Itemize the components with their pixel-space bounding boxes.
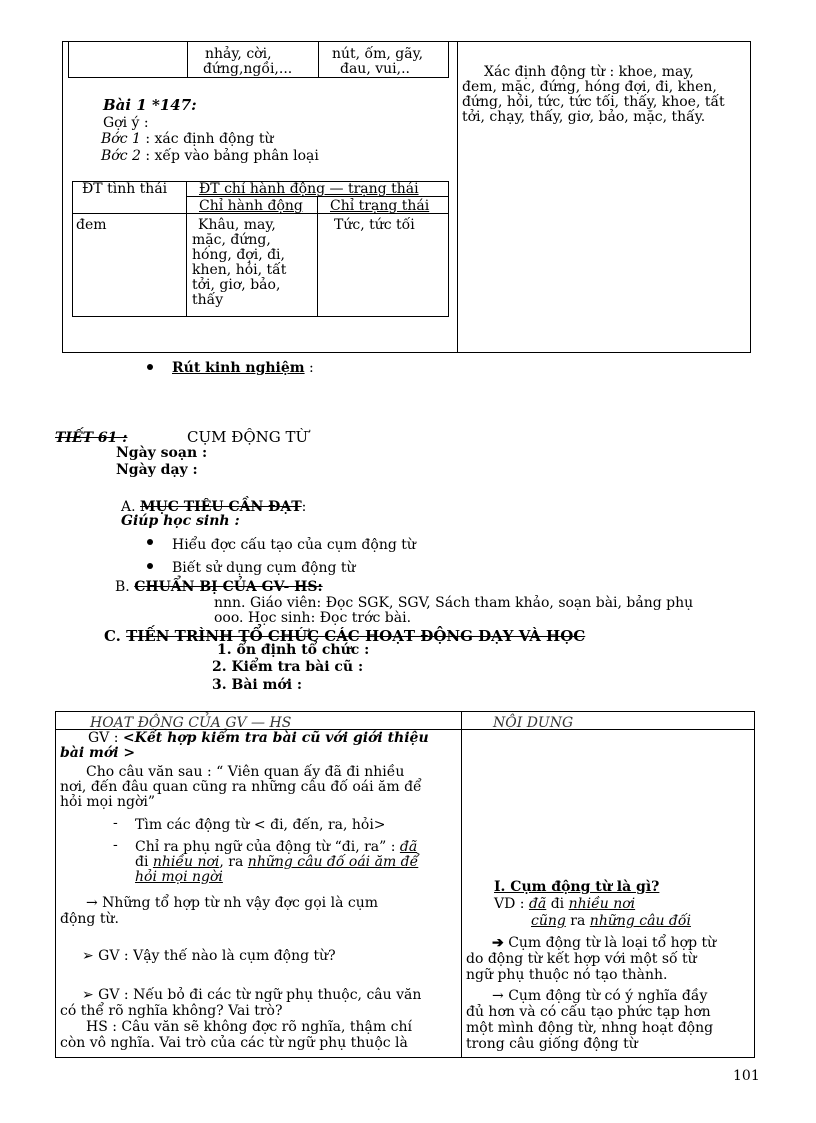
conclusion-line2: động từ. bbox=[60, 911, 119, 927]
student-answer-line2: còn vô nghĩa. Vai trò của các từ ngữ phụ thuộc là bbox=[60, 1035, 408, 1051]
meaning-line1: → Cụm động từ có ý nghĩa đầy bbox=[492, 988, 708, 1004]
task-complements-line1: Chỉ ra phụ ngữ của động từ “đi, ra” : đã bbox=[135, 839, 418, 855]
section-b-line2: ooo. Học sinh: Đọc trớc bài. bbox=[214, 610, 412, 626]
dash-icon: - bbox=[113, 815, 118, 831]
definition-line1: ➔ Cụm động từ là loại tổ hợp từ bbox=[492, 935, 717, 951]
question-role-line1: ➢ GV : Nếu bỏ đi các từ ngữ phụ thuộc, câu văn bbox=[82, 987, 422, 1003]
activity-column-divider bbox=[461, 711, 462, 1058]
experience-heading: Rút kinh nghiệm : bbox=[172, 360, 314, 376]
arrow-right-icon: → bbox=[492, 988, 504, 1004]
goal-1: Hiểu đợc cấu tạo của cụm động từ bbox=[172, 537, 416, 553]
date-prepared: Ngày soạn : bbox=[116, 445, 208, 461]
definition-line3: ngữ phụ thuộc nó tạo thành. bbox=[466, 967, 668, 983]
prev-row-col3-line1: nút, ốm, gãy, bbox=[332, 46, 424, 62]
prev-row-col3-line2: đau, vui,.. bbox=[340, 61, 410, 77]
task-find-verbs: Tìm các động từ < đi, đến, ra, hỏi> bbox=[135, 817, 386, 833]
classify-header-modal: ĐT tình thái bbox=[82, 181, 168, 197]
dash-icon: - bbox=[113, 837, 118, 853]
task-complements-line3: hỏi mọi ngời bbox=[135, 869, 223, 885]
page-number: 101 bbox=[733, 1068, 760, 1084]
conclusion-line1: → Những tổ hợp từ nh vậy đợc gọi là cụm bbox=[86, 895, 378, 911]
classify-cell-action: Khâu, may, mặc, đứng, hóng, đợi, đi, khen, hỏi, tất tởi, giơ, bảo, thấy bbox=[192, 217, 287, 308]
step-1: Bớc 1 : xác định động từ bbox=[101, 131, 274, 147]
arrow-right-icon: ➔ bbox=[492, 935, 504, 951]
meaning-line4: trong câu giống động từ bbox=[466, 1036, 638, 1052]
hint-label: Gợi ý : bbox=[103, 115, 149, 131]
student-answer-line1: HS : Câu văn sẽ không đợc rõ nghĩa, thậm chí bbox=[86, 1019, 412, 1035]
bullet-icon bbox=[147, 539, 153, 545]
exercise-title: Bài 1 *147: bbox=[103, 96, 197, 114]
bullet-icon bbox=[147, 364, 153, 370]
answer-text: Xác định động từ : khoe, may, đem, mặc, đứng, hóng đợi, đi, khen, đứng, hỏi, tức, tức tối, thấy, khoe, tất tởi, chạy, thấy, giơ, bảo, mặc, thấy. bbox=[462, 64, 725, 125]
header-activity: HOẠT ĐỘNG CỦA GV — HS bbox=[90, 715, 292, 731]
step-2: Bớc 2 : xếp vào bảng phân loại bbox=[101, 148, 319, 164]
task-complements-line2: đi nhiều nơi, ra những câu đố oái ăm để bbox=[135, 854, 419, 870]
step-new-lesson: 3. Bài mới : bbox=[212, 677, 303, 693]
date-taught: Ngày dạy : bbox=[116, 462, 198, 478]
step-review: 2. Kiểm tra bài cũ : bbox=[212, 659, 364, 675]
bullet-icon bbox=[147, 563, 153, 569]
section-b-line1: nnn. Giáo viên: Đọc SGK, SGV, Sách tham khảo, soạn bài, bảng phụ bbox=[214, 595, 694, 611]
meaning-line2: đủ hơn và có cấu tạo phức tạp hơn bbox=[466, 1004, 711, 1020]
para1-line3: hỏi mọi ngời” bbox=[60, 794, 156, 810]
classify-header-action-state: ĐT chỉ hành động — trạng thái bbox=[199, 181, 419, 197]
prev-row-col2-line1: nhảy, cời, bbox=[205, 46, 272, 62]
example-line2: cũng ra những câu đối bbox=[531, 913, 691, 929]
section-b-heading: B. CHUẨN BỊ CỦA GV- HS: bbox=[115, 579, 323, 595]
triangle-arrow-icon: ➢ bbox=[82, 948, 94, 964]
section-c-heading: C. TIẾN TRÌNH TỔ CHỨC CÁC HOẠT ĐỘNG DẠY VÀ HỌC bbox=[104, 627, 586, 645]
prev-row-col2-line2: đứng,ngồi,... bbox=[203, 61, 293, 77]
classify-cell-modal: đem bbox=[76, 217, 107, 233]
content-heading: I. Cụm động từ là gì? bbox=[494, 879, 660, 895]
gv-intro-line2: bài mới > bbox=[60, 745, 136, 761]
header-content: NỘI DUNG bbox=[493, 715, 574, 731]
classify-cell-state: Tức, tức tối bbox=[334, 217, 415, 233]
lesson-title: CỤM ĐỘNG TỪ bbox=[187, 428, 309, 446]
section-a-sub: Giúp học sinh : bbox=[121, 513, 240, 529]
period-label: TIẾT 61 : bbox=[55, 430, 128, 446]
top-column-divider bbox=[457, 41, 458, 353]
triangle-arrow-icon: ➢ bbox=[82, 987, 94, 1003]
classify-header-state: Chỉ trạng thái bbox=[330, 198, 430, 214]
gv-intro-line1: GV : <Kết hợp kiểm tra bài cũ với giới thiệu bbox=[88, 730, 429, 746]
question-role-line2: có thể rõ nghĩa không? Vai trò? bbox=[60, 1003, 283, 1019]
section-a-heading: A. MỤC TIÊU CẦN ĐẠT: bbox=[121, 499, 307, 515]
question-definition: ➢ GV : Vậy thế nào là cụm động từ? bbox=[82, 948, 336, 964]
meaning-line3: một mình động từ, nhng hoạt động bbox=[466, 1020, 714, 1036]
step-stabilize: 1. ổn định tổ chức : bbox=[217, 642, 370, 658]
goal-2: Biết sử dụng cụm động từ bbox=[172, 560, 356, 576]
example-line1: VD : đã đi nhiều nơi bbox=[494, 896, 636, 912]
para1-line1: Cho câu văn sau : “ Viên quan ấy đã đi nhiều bbox=[86, 764, 405, 780]
para1-line2: nơi, đến đâu quan cũng ra những câu đố oái ăm để bbox=[60, 779, 422, 795]
arrow-right-icon: → bbox=[86, 895, 98, 911]
classify-header-action: Chỉ hành động bbox=[199, 198, 303, 214]
definition-line2: do động từ kết hợp với một số từ bbox=[466, 951, 697, 967]
